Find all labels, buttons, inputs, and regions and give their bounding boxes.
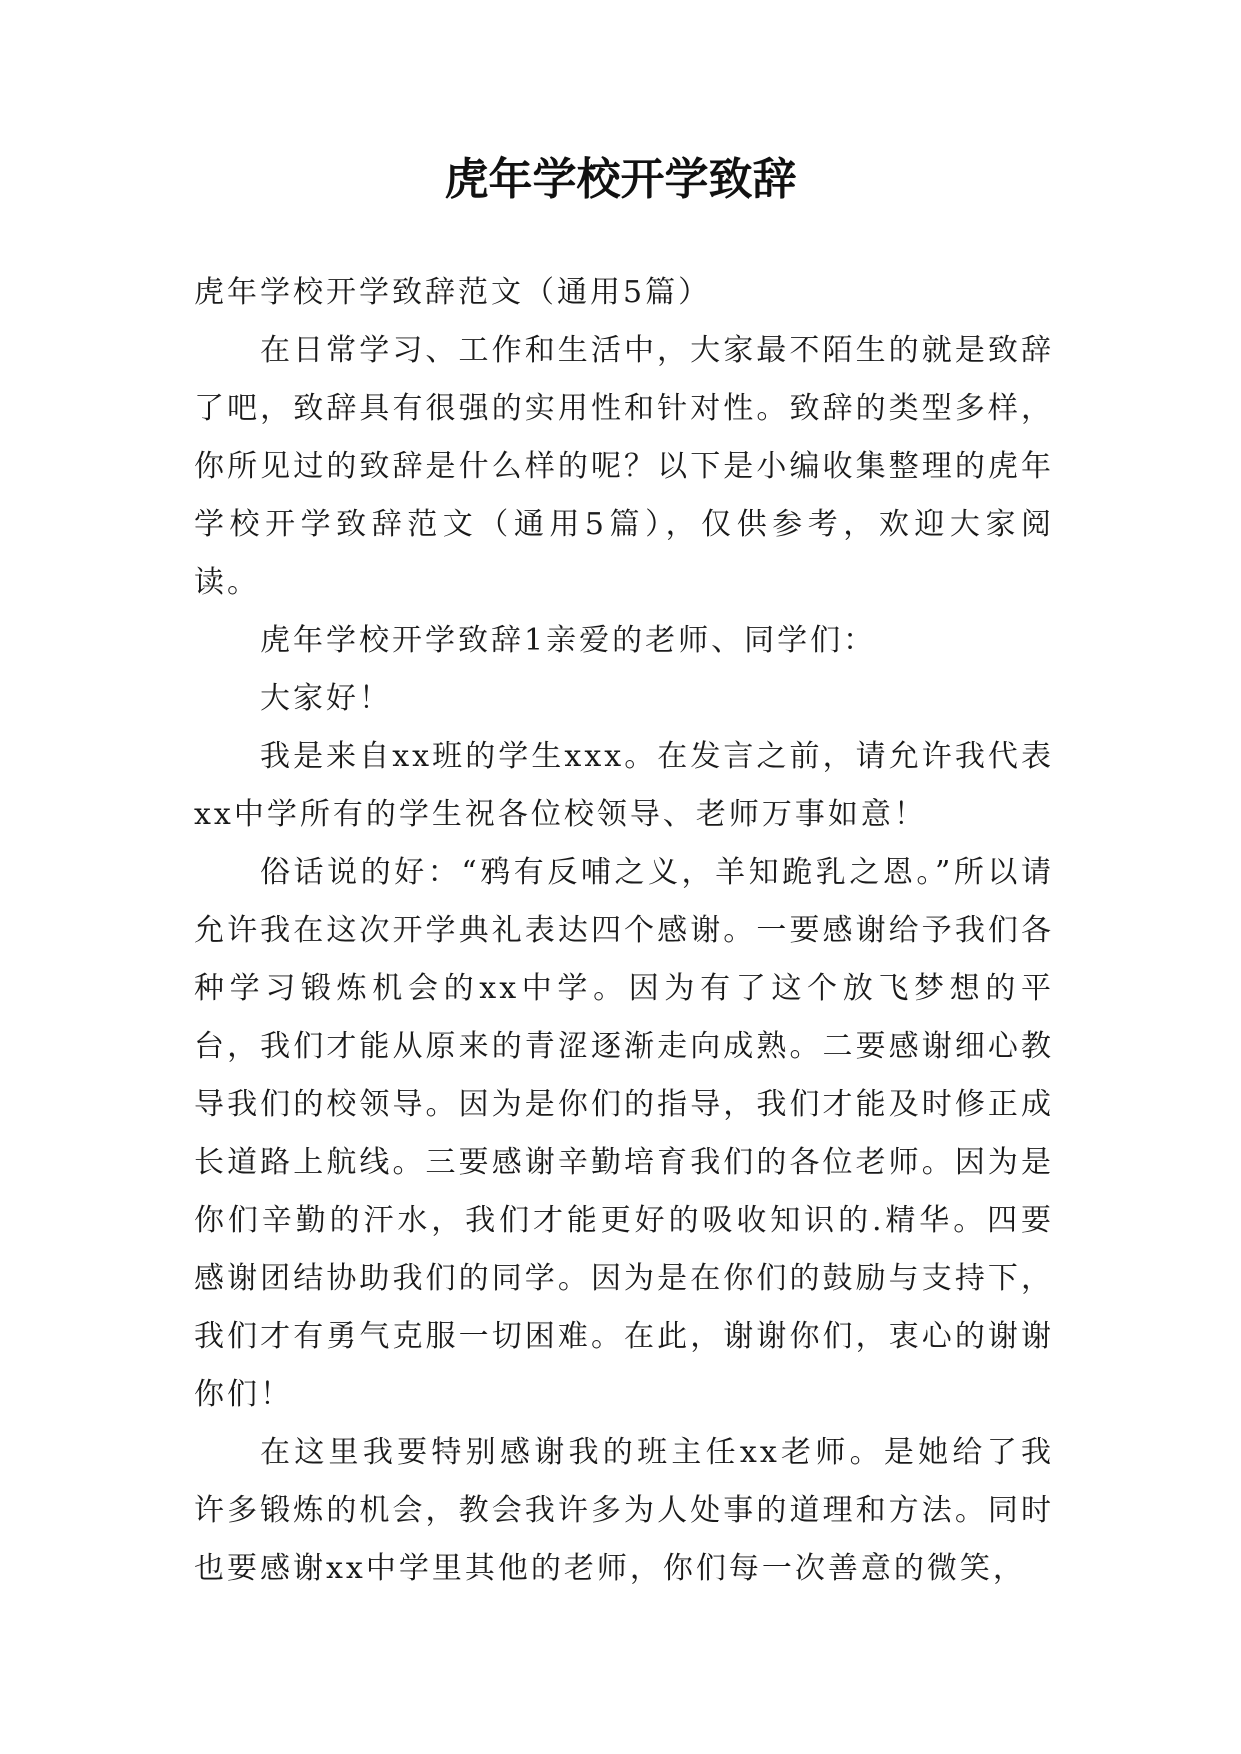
paragraph-self-intro: 我是来自xx班的学生xxx。在发言之前，请允许我代表xx中学所有的学生祝各位校领导、老师万事如意！ bbox=[194, 739, 1054, 832]
paragraph-intro: 在日常学习、工作和生活中，大家最不陌生的就是致辞了吧，致辞具有很强的实用性和针对性。致辞的类型多样，你所见过的致辞是什么样的呢？以下是小编收集整理的虎年学校开学致辞范文（通用5篇），仅供参考，欢迎大家阅读。 bbox=[194, 333, 1054, 600]
document-title: 虎年学校开学致辞 bbox=[444, 154, 797, 205]
paragraph-greeting: 大家好！ bbox=[260, 681, 392, 716]
paragraph-salutation: 虎年学校开学致辞1亲爱的老师、同学们： bbox=[260, 623, 877, 658]
paragraph-teacher-thanks: 在这里我要特别感谢我的班主任xx老师。是她给了我许多锻炼的机会，教会我许多为人处事的道理和方法。同时也要感谢xx中学里其他的老师，你们每一次善意的微笑， bbox=[194, 1435, 1054, 1586]
document-body bbox=[194, 264, 1054, 1598]
paragraph-heading: 虎年学校开学致辞范文（通用5篇） bbox=[194, 275, 712, 310]
paragraph-gratitude: 俗话说的好：“鸦有反哺之义，羊知跪乳之恩。”所以请允许我在这次开学典礼表达四个感谢。一要感谢给予我们各种学习锻炼机会的xx中学。因为有了这个放飞梦想的平台，我们才能从原来的青涩逐渐走向成熟。二要感谢细心教导我们的校领导。因为是你们的指导，我们才能及时修正成长道路上航线。三要感谢辛勤培育我们的各位老师。因为是你们辛勤的汗水，我们才能更好的吸收知识的.精华。四要感谢团结协助我们的同学。因为是在你们的鼓励与支持下，我们才有勇气克服一切困难。在此，谢谢你们，衷心的谢谢你们！ bbox=[194, 855, 1054, 1412]
